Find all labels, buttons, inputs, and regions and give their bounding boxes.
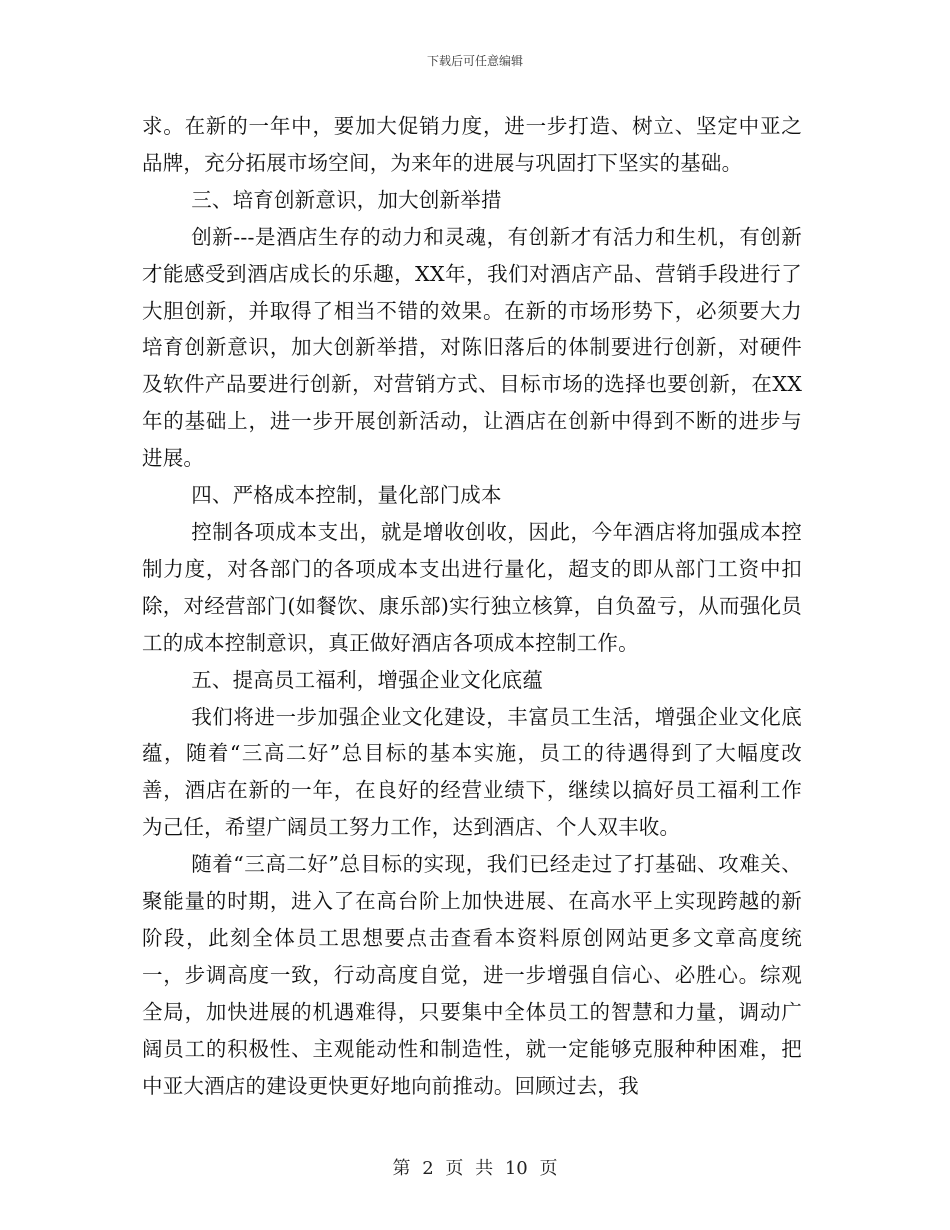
section-heading: 三、培育创新意识，加大创新举措 [191,187,502,212]
paragraph: 控制各项成本支出，就是增收创收，因此，今年酒店将加强成本控制力度，对各部门的各项成本支出进行量化，超支的即从部门工资中扣除，对经营部门(如餐饮、康乐部)实行独立核算，自负盈亏，从而强化员工的成本控制意识，真正做好酒店各项成本控制工作。 [142,519,802,655]
page-number: 第 2 页 共 10 页 [392,1158,558,1179]
paragraph: 求。在新的一年中，要加大促销力度，进一步打造、树立、坚定中亚之品牌，充分拓展市场空间，为来年的进展与巩固打下坚实的基础。 [142,114,802,175]
header-note: 下载后可任意编辑 [426,54,523,68]
paragraph: 我们将进一步加强企业文化建设，丰富员工生活，增强企业文化底蕴，随着“三高二好”总目标的基本实施，员工的待遇得到了大幅度改善，酒店在新的一年，在良好的经营业绩下，继续以搞好员工福利工作为己任，希望广阔员工努力工作，达到酒店、个人双丰收。 [142,704,802,840]
body-text [142,108,802,1104]
section-heading: 五、提高员工福利，增强企业文化底蕴 [191,667,544,692]
section-heading: 四、严格成本控制，量化部门成本 [191,483,502,508]
paragraph: 随着“三高二好”总目标的实现，我们已经走过了打基础、攻难关、聚能量的时期，进入了在高台阶上加快进展、在高水平上实现跨越的新阶段，此刻全体员工思想要点击查看本资料原创网站更多文章高度统一，步调高度一致，行动高度自觉，进一步增强自信心、必胜心。综观全局，加快进展的机遇难得，只要集中全体员工的智慧和力量，调动广阔员工的积极性、主观能动性和制造性，就一定能够克服种种困难，把中亚大酒店的建设更快更好地向前推动。回顾过去，我 [142,852,802,1098]
paragraph: 创新---是酒店生存的动力和灵魂，有创新才有活力和生机，有创新才能感受到酒店成长的乐趣，XX年，我们对酒店产品、营销手段进行了大胆创新，并取得了相当不错的效果。在新的市场形势下，必须要大力培育创新意识，加大创新举措，对陈旧落后的体制要进行创新，对硬件及软件产品要进行创新，对营销方式、目标市场的选择也要创新，在XX年的基础上，进一步开展创新活动，让酒店在创新中得到不断的进步与进展。 [142,224,802,471]
